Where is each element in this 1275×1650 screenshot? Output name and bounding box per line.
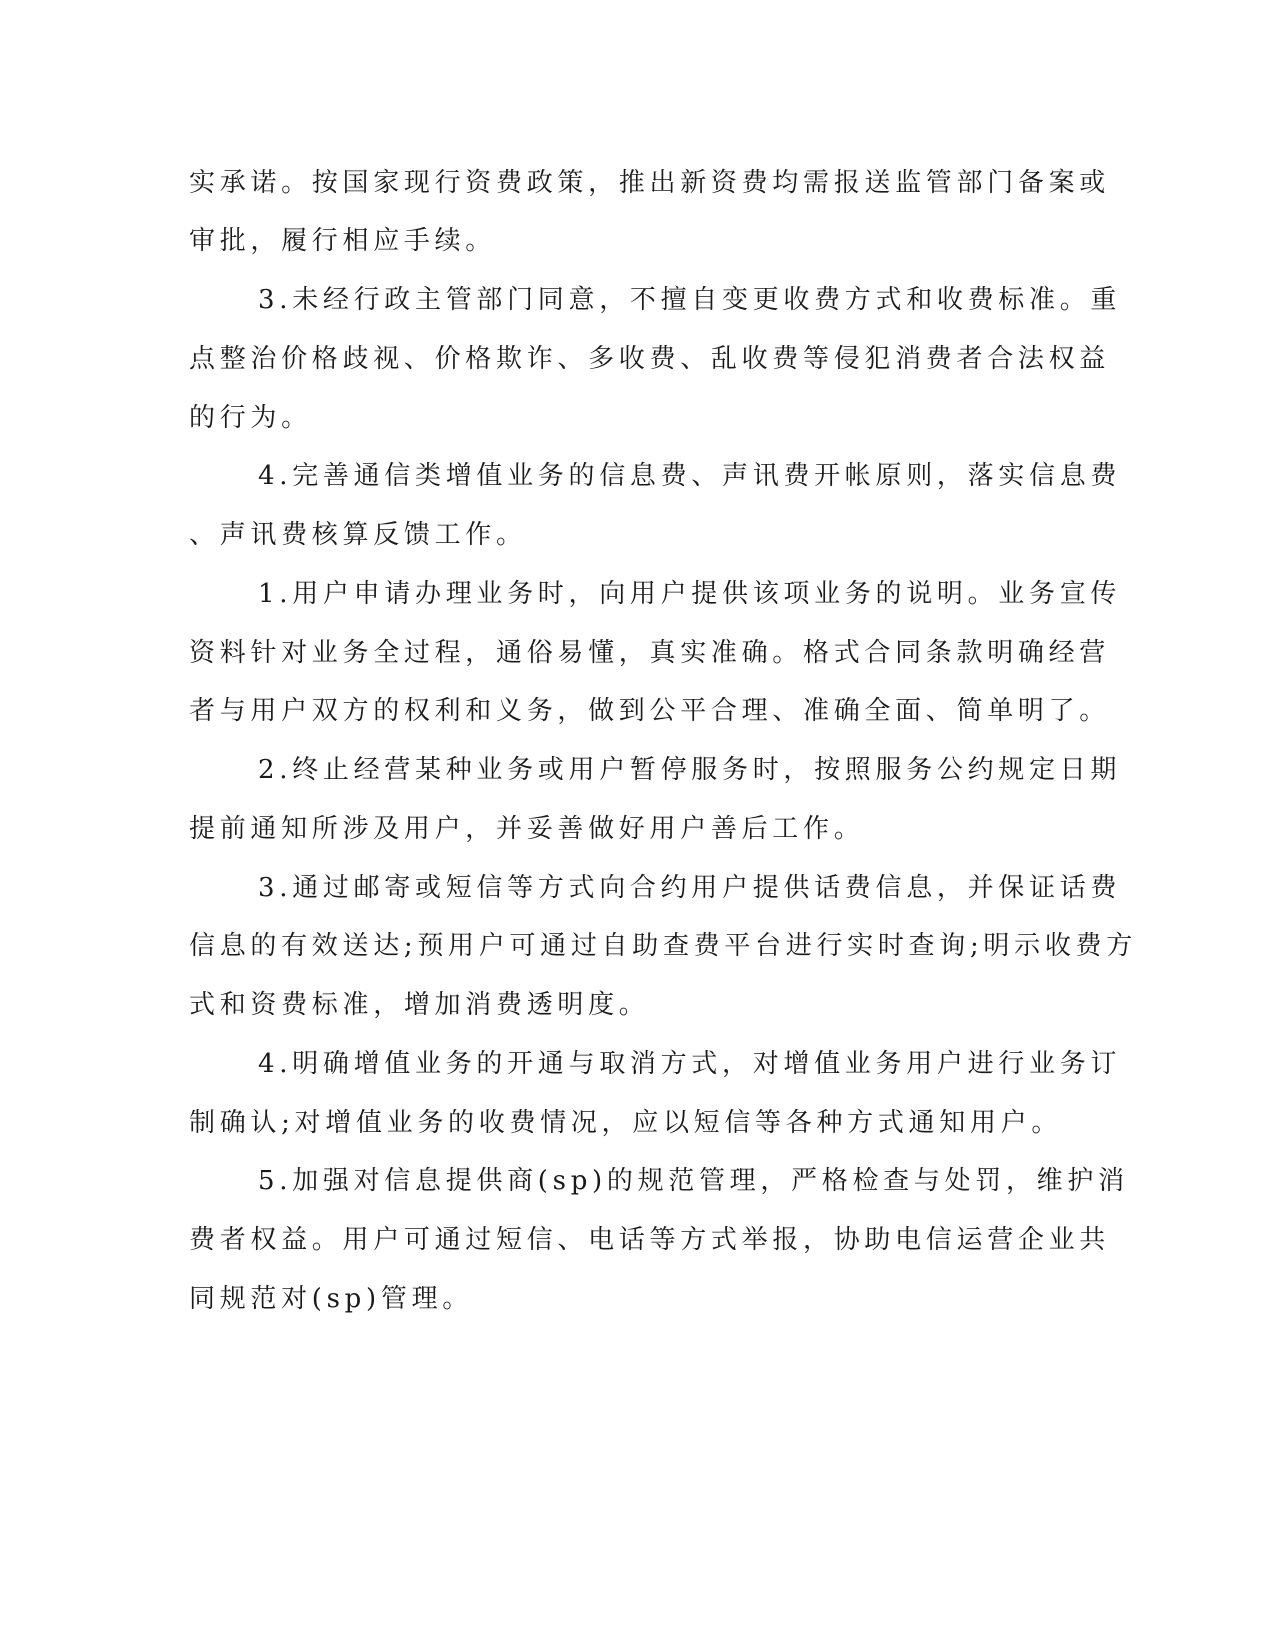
paragraph-first-line: 3.通过邮寄或短信等方式向合约用户提供话费信息，并保证话费 [258,873,1122,903]
text-line: 式和资费标准，增加消费透明度。 [189,990,650,1020]
text-line: 的行为。 [189,403,312,433]
text-line: 实承诺。按国家现行资费政策，推出新资费均需报送监管部门备案或 [189,168,1111,198]
text-line: 审批，履行相应手续。 [189,226,497,256]
text-line: 点整治价格歧视、价格欺诈、多收费、乱收费等侵犯消费者合法权益 [189,344,1111,374]
paragraph-first-line: 5.加强对信息提供商(sp)的规范管理，严格检查与处罚，维护消 [258,1166,1129,1196]
text-line: 资料针对业务全过程，通俗易懂，真实准确。格式合同条款明确经营 [189,638,1111,668]
text-line: 提前通知所涉及用户，并妥善做好用户善后工作。 [189,814,865,844]
text-line: 同规范对(sp)管理。 [189,1284,473,1314]
text-line: 制确认;对增值业务的收费情况，应以短信等各种方式通知用户。 [189,1108,1063,1138]
paragraph-first-line: 1.用户申请办理业务时，向用户提供该项业务的说明。业务宣传 [258,579,1122,609]
paragraph-first-line: 4.完善通信类增值业务的信息费、声讯费开帐原则，落实信息费 [258,461,1122,491]
paragraph-first-line: 3.未经行政主管部门同意，不擅自变更收费方式和收费标准。重 [258,285,1122,315]
text-line: 者与用户双方的权利和义务，做到公平合理、准确全面、简单明了。 [189,696,1111,726]
text-line: 费者权益。用户可通过短信、电话等方式举报，协助电信运营企业共 [189,1225,1111,1255]
text-line: 信息的有效送达;预用户可通过自助查费平台进行实时查询;明示收费方 [189,931,1137,961]
paragraph-first-line: 4.明确增值业务的开通与取消方式，对增值业务用户进行业务订 [258,1049,1122,1079]
paragraph-first-line: 2.终止经营某种业务或用户暂停服务时，按照服务公约规定日期 [258,755,1122,785]
text-line: 、声讯费核算反馈工作。 [189,520,527,550]
